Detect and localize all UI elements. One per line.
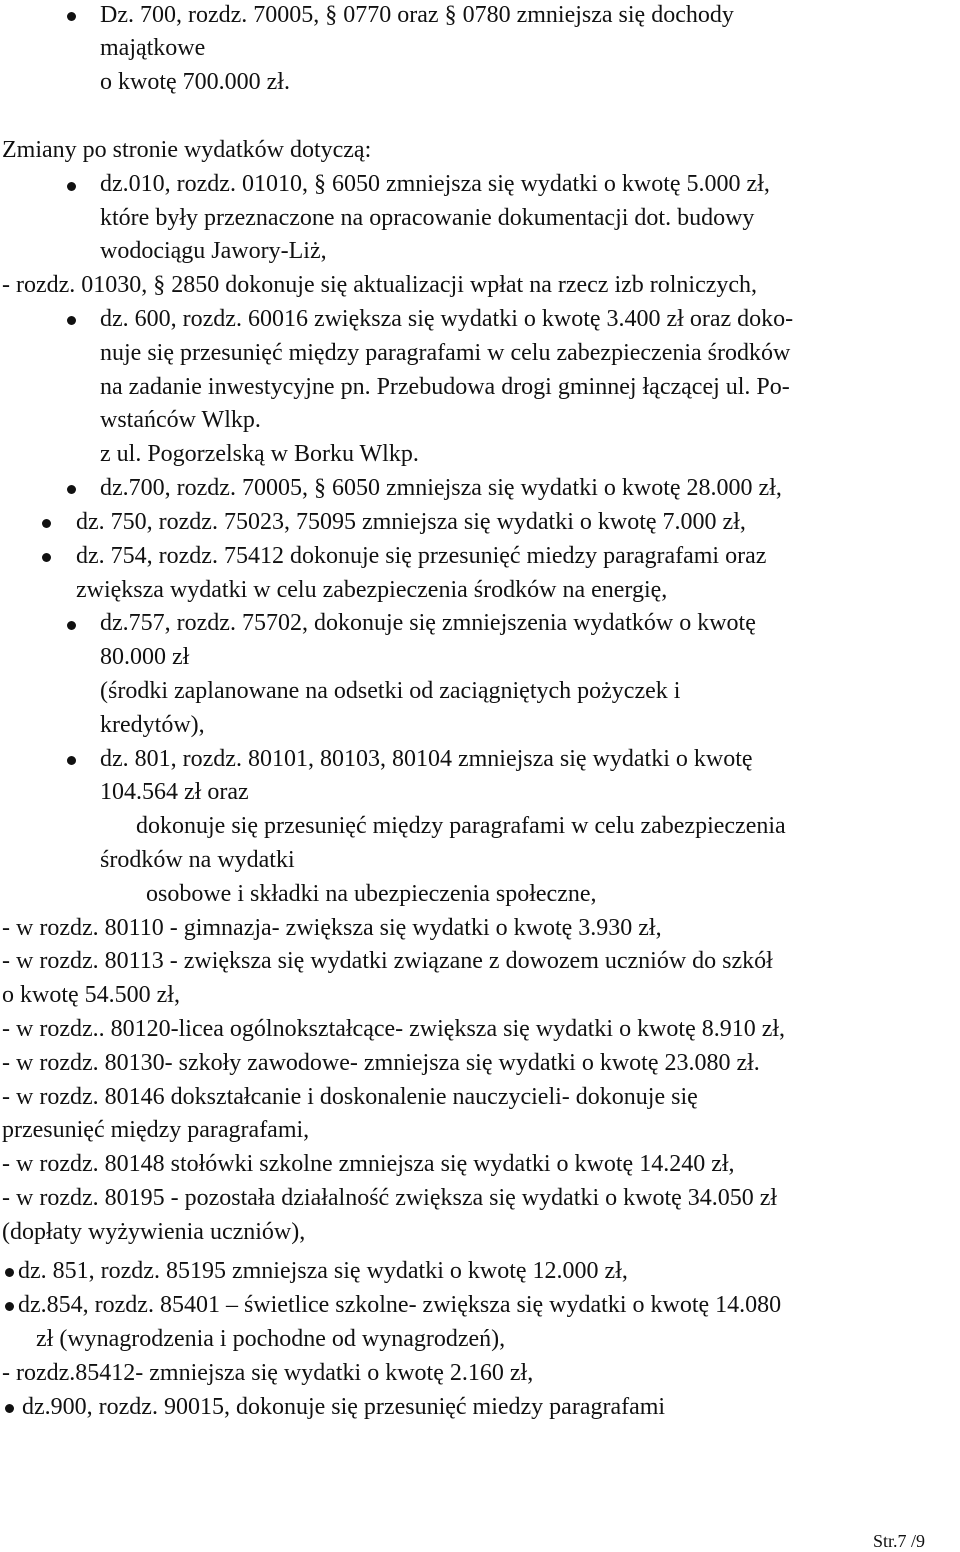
text-line: nuje się przesunięć między paragrafami w celu zabezpieczenia środków xyxy=(100,340,791,366)
text-line: - rozdz. 01030, § 2850 dokonuje się aktualizacji wpłat na rzecz izb rolniczych, xyxy=(2,272,758,298)
text-line: wstańców Wlkp. xyxy=(100,407,261,433)
bullet-icon xyxy=(67,182,76,191)
text-line: dz.700, rozdz. 70005, § 6050 zmniejsza się wydatki o kwotę 28.000 zł, xyxy=(100,475,782,501)
text-line: kredytów), xyxy=(100,712,205,738)
text-line: dz.010, rozdz. 01010, § 6050 zmniejsza się wydatki o kwotę 5.000 zł, xyxy=(100,171,770,197)
text-line: Zmiany po stronie wydatków dotyczą: xyxy=(2,137,372,163)
text-line: (dopłaty wyżywienia uczniów), xyxy=(2,1219,306,1245)
text-line: dz. 750, rozdz. 75023, 75095 zmniejsza się wydatki o kwotę 7.000 zł, xyxy=(76,509,746,535)
text-line: dz.854, rozdz. 85401 – świetlice szkolne- zwiększa się wydatki o kwotę 14.080 xyxy=(18,1292,782,1318)
bullet-icon xyxy=(5,1404,14,1413)
text-line: dz. 801, rozdz. 80101, 80103, 80104 zmniejsza się wydatki o kwotę xyxy=(100,746,753,772)
bullet-icon xyxy=(67,756,76,765)
text-line: osobowe i składki na ubezpieczenia społeczne, xyxy=(146,881,597,907)
text-line: na zadanie inwestycyjne pn. Przebudowa drogi gminnej łączącej ul. Po- xyxy=(100,374,790,400)
bullet-icon xyxy=(5,1302,14,1311)
text-line: przesunięć między paragrafami, xyxy=(2,1117,310,1143)
bullet-icon xyxy=(67,316,76,325)
bullet-icon xyxy=(42,553,51,562)
bullet-icon xyxy=(67,621,76,630)
text-line: dz. 851, rozdz. 85195 zmniejsza się wydatki o kwotę 12.000 zł, xyxy=(18,1258,628,1284)
text-line: (środki zaplanowane na odsetki od zaciągniętych pożyczek i xyxy=(100,678,681,704)
text-line: dz. 600, rozdz. 60016 zwiększa się wydatki o kwotę 3.400 zł oraz doko- xyxy=(100,306,794,332)
text-line: - w rozdz. 80195 - pozostała działalność zwiększa się wydatki o kwotę 34.050 zł xyxy=(2,1185,778,1211)
text-line: dz.757, rozdz. 75702, dokonuje się zmniejszenia wydatków o kwotę xyxy=(100,610,756,636)
bullet-icon xyxy=(42,519,51,528)
text-line: o kwotę 700.000 zł. xyxy=(100,69,290,95)
text-line: - rozdz.85412- zmniejsza się wydatki o kwotę 2.160 zł, xyxy=(2,1360,534,1386)
text-line: 104.564 zł oraz xyxy=(100,779,249,805)
text-line: dz.900, rozdz. 90015, dokonuje się przesunięć miedzy paragrafami xyxy=(22,1394,666,1420)
text-line: - w rozdz. 80146 dokształcanie i doskonalenie nauczycieli- dokonuje się xyxy=(2,1084,698,1110)
bullet-icon xyxy=(67,12,76,21)
page-number: Str.7 /9 xyxy=(873,1531,926,1551)
text-line: o kwotę 54.500 zł, xyxy=(2,982,180,1008)
text-line: - w rozdz. 80130- szkoły zawodowe- zmniejsza się wydatki o kwotę 23.080 zł. xyxy=(2,1050,760,1076)
text-line: które były przeznaczone na opracowanie dokumentacji dot. budowy xyxy=(100,205,755,231)
text-line: - w rozdz. 80110 - gimnazja- zwiększa się wydatki o kwotę 3.930 zł, xyxy=(2,915,662,941)
text-line: wodociągu Jawory-Liż, xyxy=(100,238,327,264)
text-line: - w rozdz. 80148 stołówki szkolne zmniejsza się wydatki o kwotę 14.240 zł, xyxy=(2,1151,735,1177)
bullet-icon xyxy=(5,1268,14,1277)
text-line: dokonuje się przesunięć między paragrafami w celu zabezpieczenia xyxy=(136,813,786,839)
text-line: z ul. Pogorzelską w Borku Wlkp. xyxy=(100,441,419,467)
text-line: Dz. 700, rozdz. 70005, § 0770 oraz § 0780 zmniejsza się dochody xyxy=(100,2,734,28)
text-line: dz. 754, rozdz. 75412 dokonuje się przesunięć miedzy paragrafami oraz xyxy=(76,543,767,569)
text-line: - w rozdz. 80113 - zwiększa się wydatki związane z dowozem uczniów do szkół xyxy=(2,948,773,974)
text-line: środków na wydatki xyxy=(100,847,295,873)
text-line: zł (wynagrodzenia i pochodne od wynagrodzeń), xyxy=(36,1326,506,1352)
bullet-icon xyxy=(67,485,76,494)
text-line: zwiększa wydatki w celu zabezpieczenia środków na energię, xyxy=(76,577,668,603)
text-line: majątkowe xyxy=(100,35,206,61)
text-line: 80.000 zł xyxy=(100,644,190,670)
text-line: - w rozdz.. 80120-licea ogólnokształcące- zwiększa się wydatki o kwotę 8.910 zł, xyxy=(2,1016,786,1042)
